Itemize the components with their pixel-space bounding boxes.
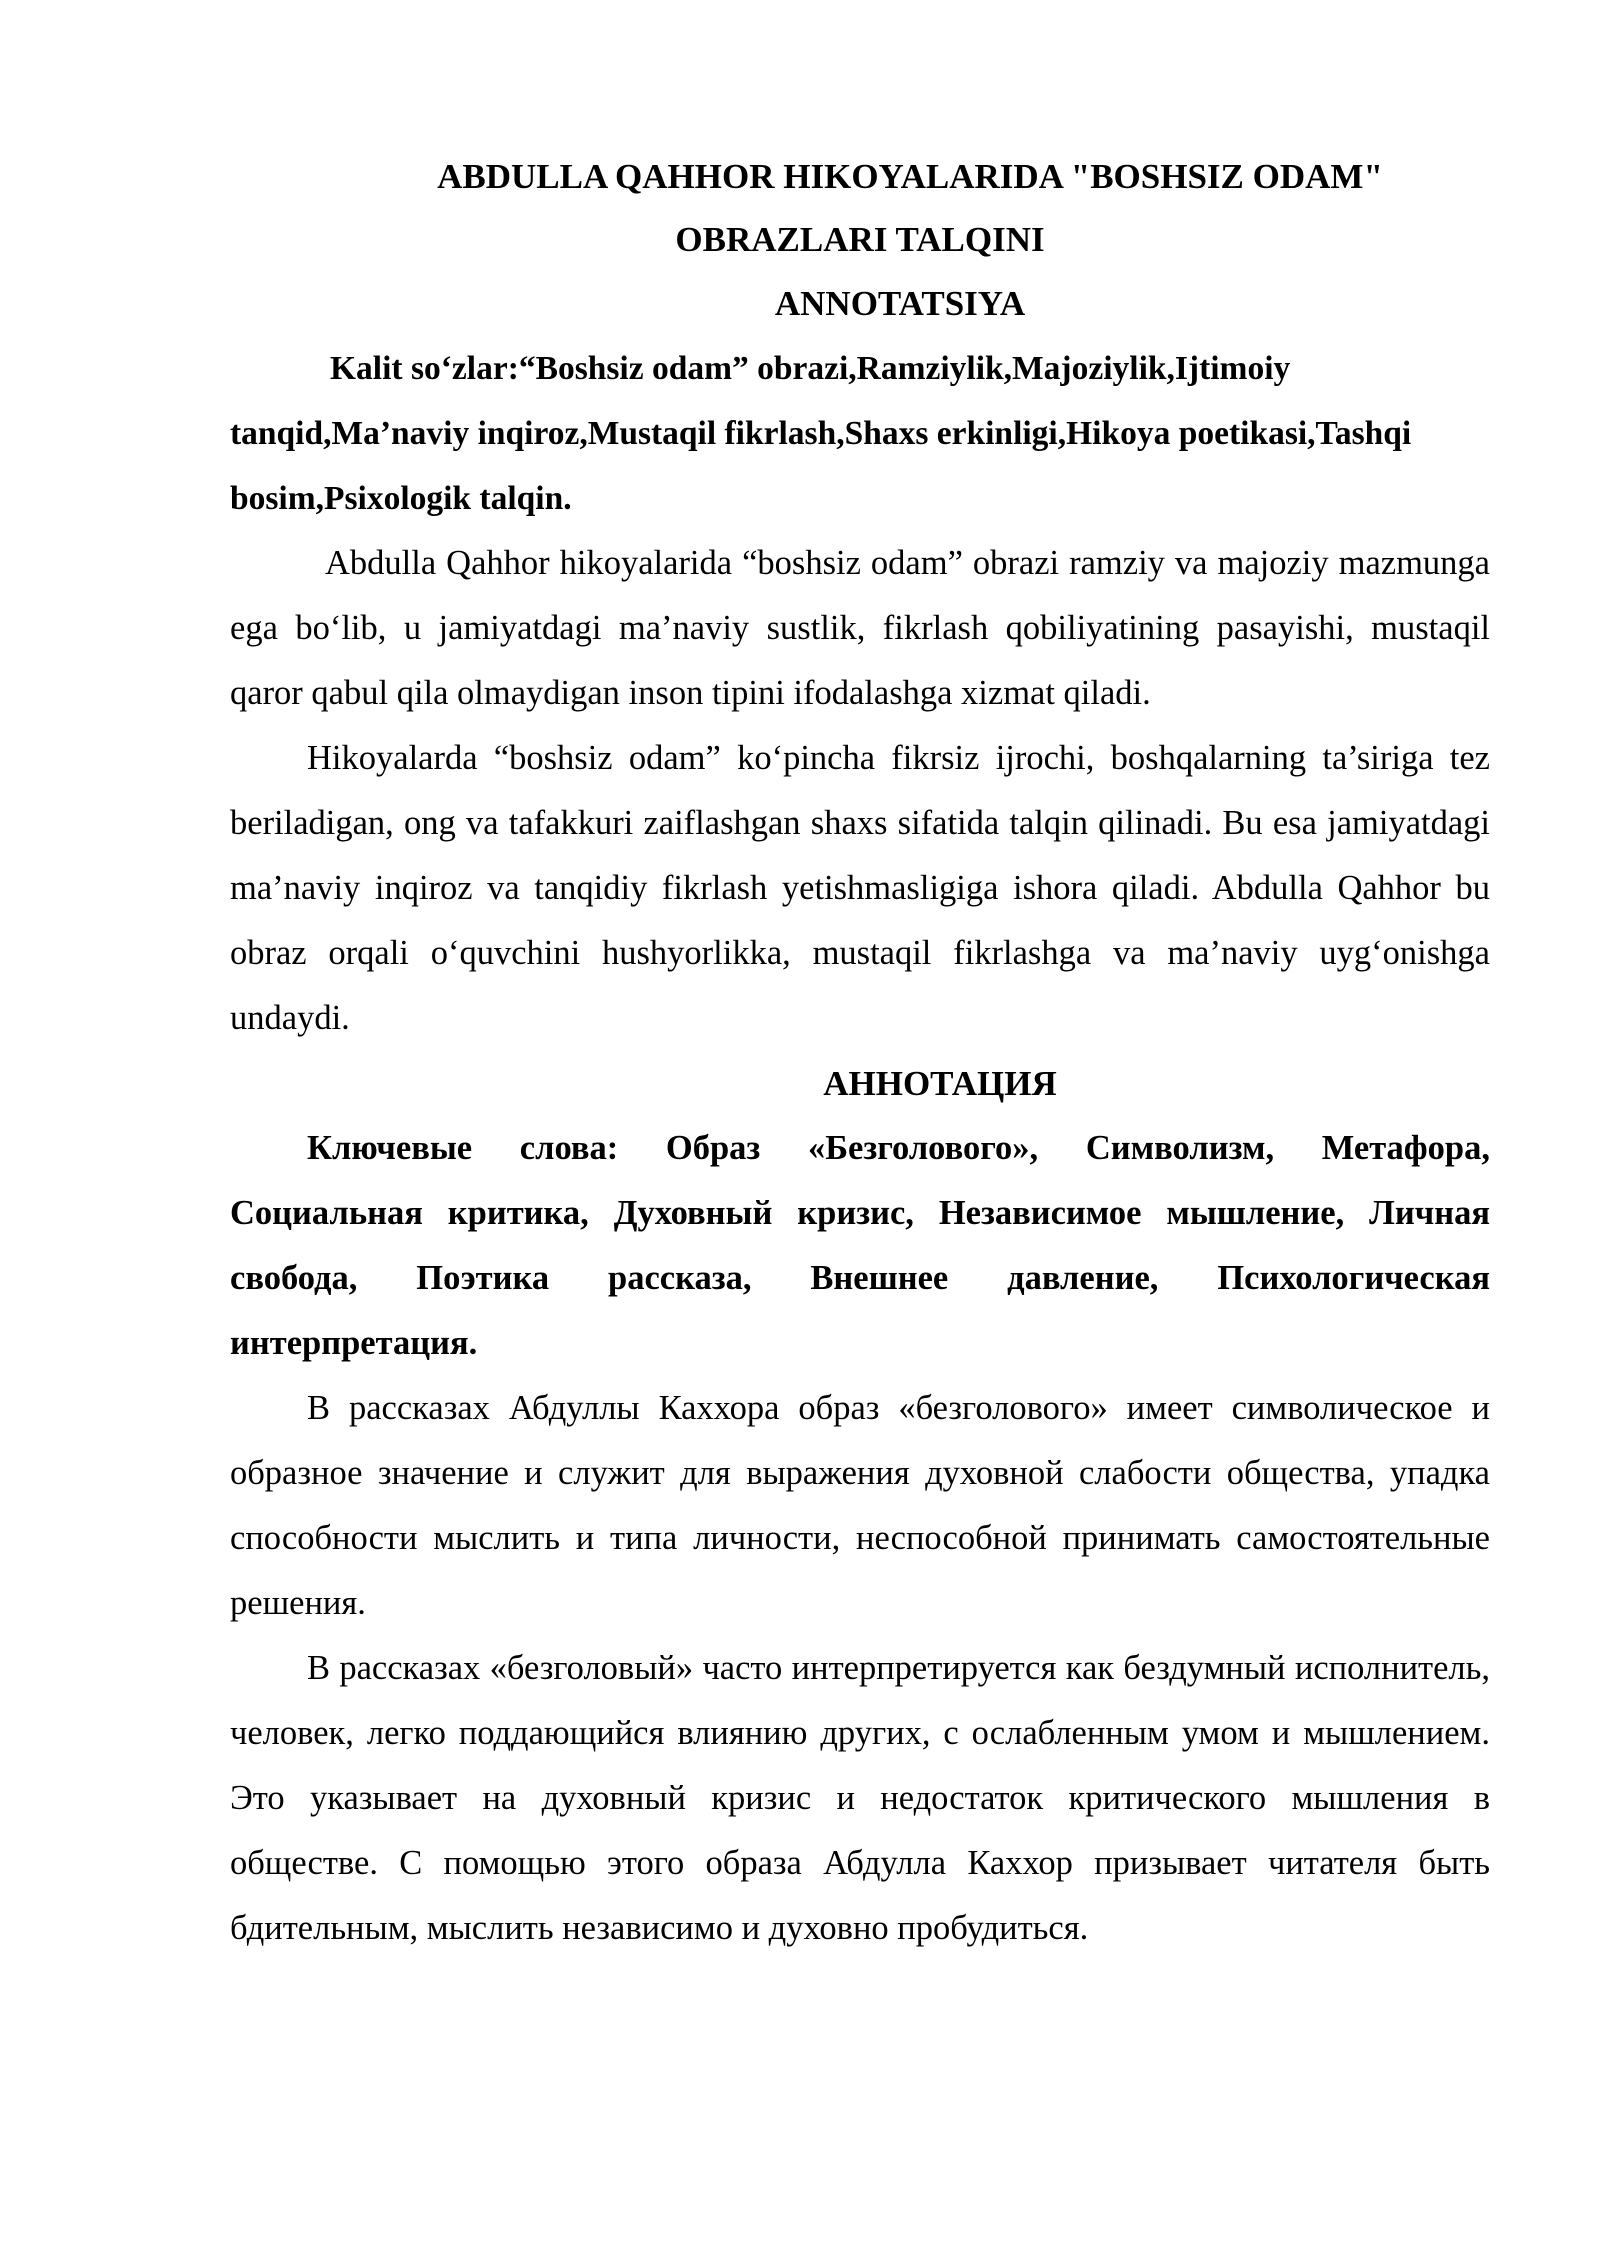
uz-paragraph-1: Abdulla Qahhor hikoyalarida “boshsiz odam” obrazi ramziy va majoziy mazmunga ega bo‘lib, u jamiyatdagi ma’naviy sustlik, fikrlash qobiliyatining pasayishi, mustaqil qaror qabul qila olmaydigan inson tipini ifodalashga xizmat qiladi. <box>230 544 1490 712</box>
uz-paragraph-2: Hikoyalarda “boshsiz odam” ko‘pincha fikrsiz ijrochi, boshqalarning ta’siriga tez beriladigan, ong va tafakkuri zaiflashgan shaxs sifatida talqin qilinadi. Bu esa jamiyatdagi ma’naviy inqiroz va tanqidiy fikrlash yetishmasligiga ishora qiladi. Abdulla Qahhor bu obraz orqali o‘quvchini hushyorlikka, mustaqil fikrlashga va ma’naviy uyg‘onishga undaydi. <box>230 739 1490 1037</box>
annotation-uz-heading: ANNOTATSIYA <box>774 284 1026 323</box>
ru-paragraph-1: В рассказах Абдуллы Каххора образ «безголового» имеет символическое и образное значение и служит для выражения духовной слабости общества, упадка способности мыслить и типа личности, неспособной принимать самостоятельные решения. <box>230 1389 1490 1622</box>
ru-paragraph-2: В рассказах «безголовый» часто интерпретируется как бездумный исполнитель, человек, легко поддающийся влиянию других, с ослабленным умом и мышлением. Это указывает на духовный кризис и недостаток критического мышления в обществе. С помощью этого образа Абдулла Каххор призывает читателя быть бдительным, мыслить независимо и духовно пробудиться. <box>230 1649 1490 1947</box>
document-title-line-2: OBRAZLARI TALQINI <box>675 220 1045 259</box>
keywords-ru: Ключевые слова: Образ «Безголового», Символизм, Метафора, Социальная критика, Духовный кризис, Независимое мышление, Личная свобода, Поэтика рассказа, Внешнее давление, Психологическая интерпретация. <box>230 1129 1490 1362</box>
document-title-line-1: ABDULLA QAHHOR HIKOYALARIDA "BOSHSIZ ODAM" <box>437 157 1383 196</box>
keywords-uz: Kalit so‘zlar:“Boshsiz odam” obrazi,Ramziylik,Majoziylik,Ijtimoiy tanqid,Ma’naviy inqiroz,Mustaqil fikrlash,Shaxs erkinligi,Hikoya poetikasi,Tashqi bosim,Psixologik talqin. <box>230 350 1412 517</box>
annotation-ru-heading: АННОТАЦИЯ <box>823 1064 1057 1103</box>
document-page <box>230 145 1490 1961</box>
